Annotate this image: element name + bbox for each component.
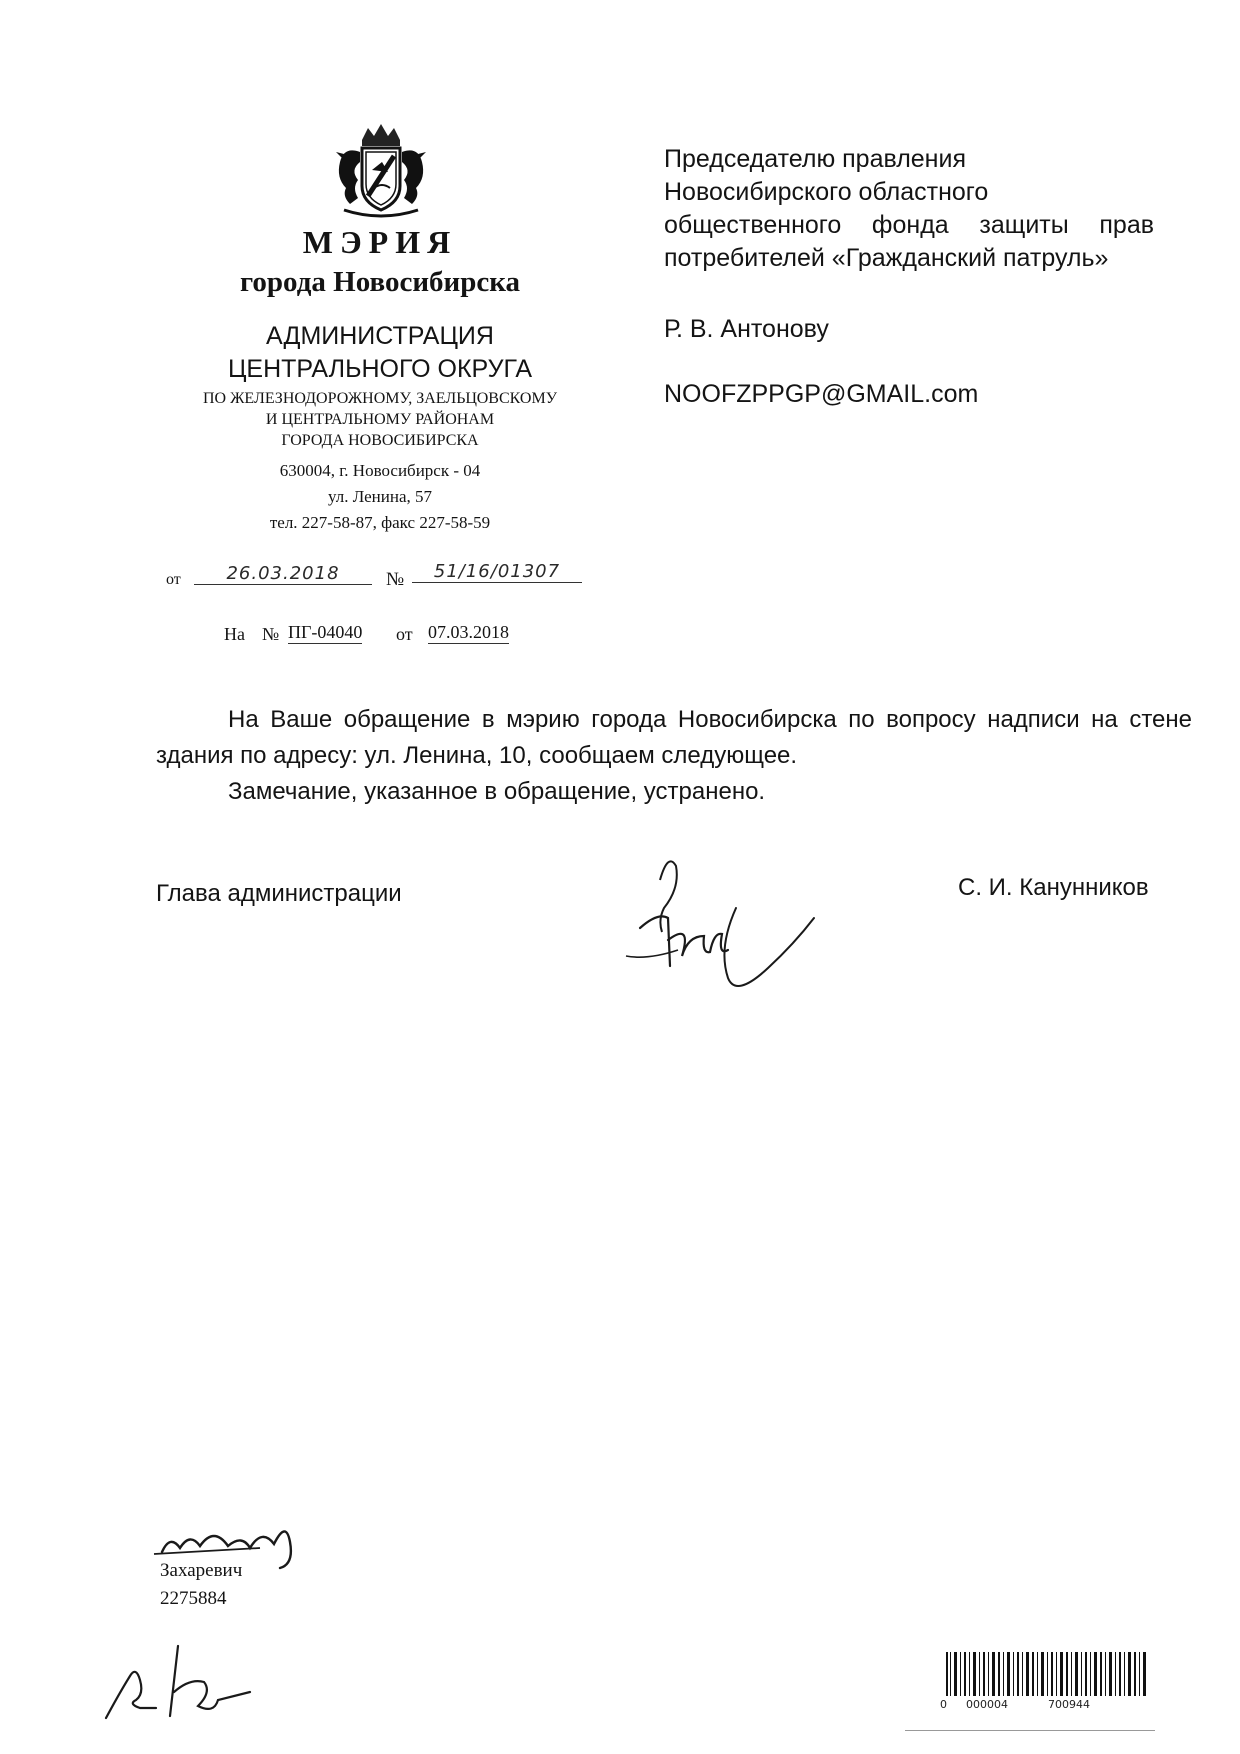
district-line-3: ГОРОДА НОВОСИБИРСКА — [281, 432, 479, 449]
district-line-2: И ЦЕНТРАЛЬНОМУ РАЙОНАМ — [265, 411, 495, 428]
bottom-signature-icon — [100, 1622, 260, 1732]
postal-address: 630004, г. Новосибирск - 04 — [279, 461, 481, 480]
incoming-date-label: от — [396, 624, 413, 644]
handwritten-signature-icon — [618, 848, 818, 1008]
executor-phone: 2275884 — [160, 1588, 227, 1609]
incoming-number-value: ПГ-04040 — [288, 622, 363, 642]
body-paragraph-2: Замечание, указанное в обращение, устранено. — [228, 778, 766, 805]
addressee-line-1: Председателю правления — [664, 145, 966, 173]
incoming-number-label: № — [262, 624, 280, 644]
administration-title — [160, 320, 600, 386]
city-heading: города Новосибирска — [239, 266, 521, 298]
incoming-date-value: 07.03.2018 — [428, 622, 509, 642]
merya-heading: МЭРИЯ — [302, 224, 458, 260]
barcode-digits-left: 000004 — [966, 1698, 1008, 1711]
district-line: ЦЕНТРАЛЬНОГО ОКРУГА — [227, 355, 533, 383]
addressee-line-2: Новосибирского областного — [664, 178, 989, 206]
district-block — [150, 388, 610, 451]
outgoing-date-label: от — [166, 571, 181, 588]
address-block — [200, 458, 560, 536]
coat-of-arms-icon — [322, 122, 440, 222]
barcode-digits-right: 700944 — [1048, 1698, 1090, 1711]
addressee-line-4: потребителей «Гражданский патруль» — [664, 244, 1109, 272]
incoming-prefix: На — [224, 624, 245, 644]
outgoing-date-value: 26.03.2018 — [194, 563, 372, 585]
executor-name: Захаревич — [160, 1560, 243, 1581]
barcode-digits-prefix: 0 — [940, 1698, 947, 1711]
outgoing-number-value: 51/16/01307 — [412, 561, 582, 583]
body-paragraph-1: На Ваше обращение в мэрию города Новосибирска по вопросу надписи на стене здания по адресу: ул. Ленина, 10, сообщаем следующее. — [156, 706, 1192, 769]
signatory-title: Глава администрации — [156, 880, 402, 907]
bottom-rule — [905, 1730, 1155, 1731]
administration-line: АДМИНИСТРАЦИЯ — [266, 322, 494, 350]
signatory-name: С. И. Канунников — [958, 874, 1149, 901]
addressee-line-3: общественного фонда защиты прав — [664, 211, 1154, 239]
street-address: ул. Ленина, 57 — [327, 487, 433, 506]
recipient-email: NOOFZPPGP@GMAIL.com — [664, 380, 979, 408]
addressee-block — [664, 143, 1154, 275]
outgoing-number-label: № — [386, 569, 405, 590]
phone-fax: тел. 227-58-87, факс 227-58-59 — [269, 513, 491, 532]
recipient-name: Р. В. Антонову — [664, 315, 829, 343]
district-line-1: ПО ЖЕЛЕЗНОДОРОЖНОМУ, ЗАЕЛЬЦОВСКОМУ — [202, 390, 558, 407]
